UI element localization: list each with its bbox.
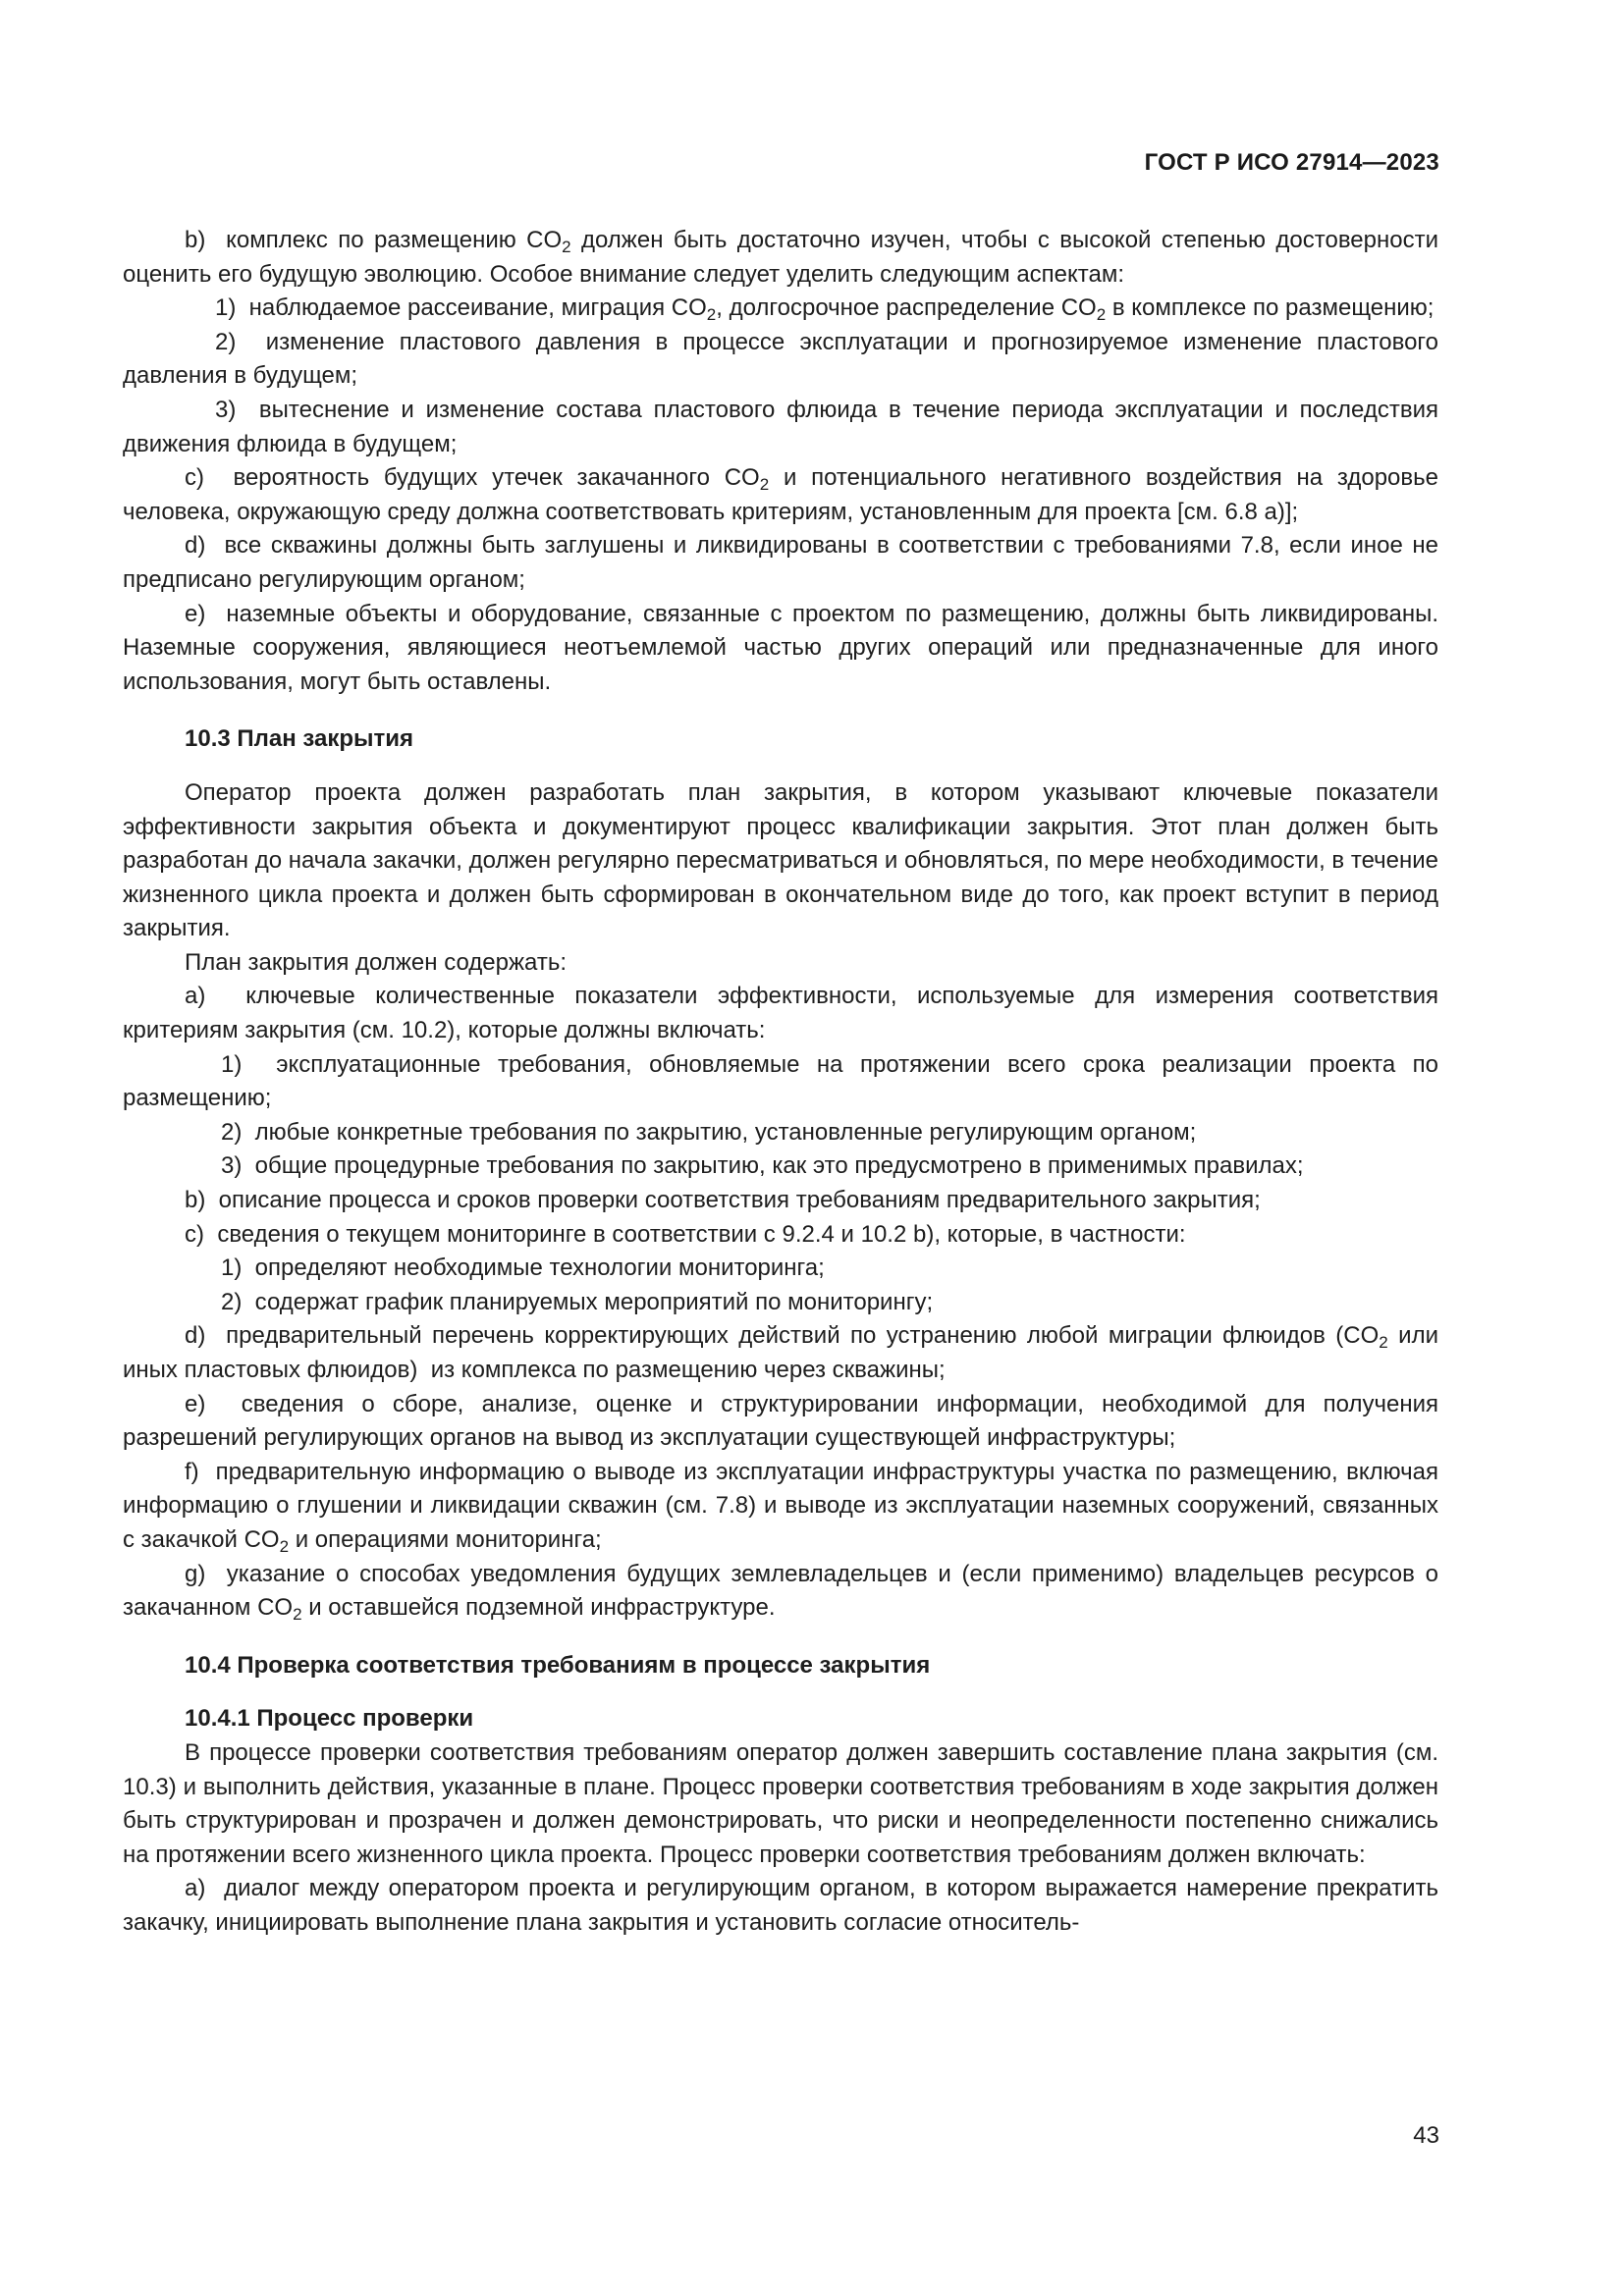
page-header: ГОСТ Р ИСО 27914—2023 [1144,149,1439,176]
plan-item-a-1: 1) эксплуатационные требования, обновляемые на протяжении всего срока реализации проекта по размещению; [123,1050,1438,1112]
section-heading-10-4: 10.4 Проверка соответствия требованиям в процессе закрытия [185,1651,931,1679]
list-item-b-3: 3) вытеснение и изменение состава пластового флюида в течение периода эксплуатации и последствия движения флюида в будущем; [123,396,1438,457]
document-body [123,224,1438,1941]
list-item-b-2: 2) изменение пластового давления в процессе эксплуатации и прогнозируемое изменение пластового давления в будущем; [123,328,1438,390]
plan-item-e: e) сведения о сборе, анализе, оценке и структурировании информации, необходимой для получения разрешений регулирующих органов на вывод из эксплуатации существующей инфраструктуры; [123,1390,1438,1452]
list-item-b: b) комплекс по размещению $CO_2$ должен быть достаточно изучен, чтобы с высокой степенью достоверности оценить его будущую эволюцию. Особое внимание следует уделить следующим аспектам: [123,227,1438,288]
plan-item-a-3: 3) общие процедурные требования по закрытию, как это предусмотрено в применимых правилах; [221,1152,1304,1180]
plan-item-c-2: 2) содержат график планируемых мероприятий по мониторингу; [221,1288,934,1315]
paragraph-closure-plan: Оператор проекта должен разработать план закрытия, в котором указывают ключевые показатели эффективности закрытия объекта и документируют процесс квалификации закрытия. Этот план должен быть разработан до начала закачки, должен регулярно пересматриваться и обновляться, по мере необходимости, в течение жизненного цикла проекта и должен быть сформирован в окончательном виде до того, как проект вступит в период закрытия. [123,778,1438,942]
paragraph-verification-process: В процессе проверки соответствия требованиям оператор должен завершить составление плана закрытия (см. 10.3) и выполнить действия, указанные в плане. Процесс проверки соответствия требованиям в ходе закрытия должен быть структурирован и прозрачен и должен демонстрировать, что риски и неопределенности постепенно снижались на протяжении всего жизненного цикла проекта. Процесс проверки соответствия требованиям должен включать: [123,1738,1438,1868]
plan-item-d: d) предварительный перечень корректирующих действий по устранению любой миграции флюидов ($CO_2$ или иных пластовых флюидов) из комплекса по размещению через скважины; [123,1322,1439,1383]
plan-item-c-1: 1) определяют необходимые технологии мониторинга; [221,1255,825,1282]
list-item-e: e) наземные объекты и оборудование, связанные с проектом по размещению, должны быть ликвидированы. Наземные сооружения, являющиеся неотъемлемой частью других операций или предназначенные для иного использования, могут быть оставлены. [123,600,1438,695]
list-item-b-1: 1) наблюдаемое рассеивание, миграция $CO_2$, долгосрочное распределение $CO_2$ в комплексе по размещению; [215,294,1435,325]
plan-item-g: g) указание о способах уведомления будущих землевладельцев и (если применимо) владельцев ресурсов о закачанном $CO_2$ и оставшейся подземной инфраструктуре. [123,1560,1438,1625]
plan-item-c: c) сведения о текущем мониторинге в соответствии с 9.2.4 и 10.2 b), которые, в частности: [185,1220,1186,1248]
plan-item-b: b) описание процесса и сроков проверки соответствия требованиям предварительного закрытия; [185,1187,1261,1214]
paragraph-plan-contents: План закрытия должен содержать: [185,948,568,976]
list-item-d: d) все скважины должны быть заглушены и ликвидированы в соответствии с требованиями 7.8, если иное не предписано регулирующим органом; [123,532,1438,593]
page-number: 43 [1413,2122,1439,2149]
verification-item-a: a) диалог между оператором проекта и регулирующим органом, в котором выражается намерение прекратить закачку, инициировать выполнение плана закрытия и установить согласие относитель- [123,1875,1438,1936]
plan-item-f: f) предварительную информацию о выводе из эксплуатации инфраструктуры участка по размещению, включая информацию о глушении и ликвидации скважин (см. 7.8) и выводе из эксплуатации наземных сооружений, связанных с закачкой $CO_2$ и операциями мониторинга; [123,1458,1438,1556]
section-heading-10-3: 10.3 План закрытия [185,725,414,753]
subsection-heading-10-4-1: 10.4.1 Процесс проверки [185,1705,474,1733]
plan-item-a-2: 2) любые конкретные требования по закрытию, установленные регулирующим органом; [221,1118,1197,1146]
list-item-c: c) вероятность будущих утечек закачанного $CO_2$ и потенциального негативного воздействия на здоровье человека, окружающую среду должна соответствовать критериям, установленным для проекта [см. 6.8 a)]; [123,464,1439,525]
plan-item-a: a) ключевые количественные показатели эффективности, используемые для измерения соответствия критериям закрытия (см. 10.2), которые должны включать: [123,983,1438,1044]
